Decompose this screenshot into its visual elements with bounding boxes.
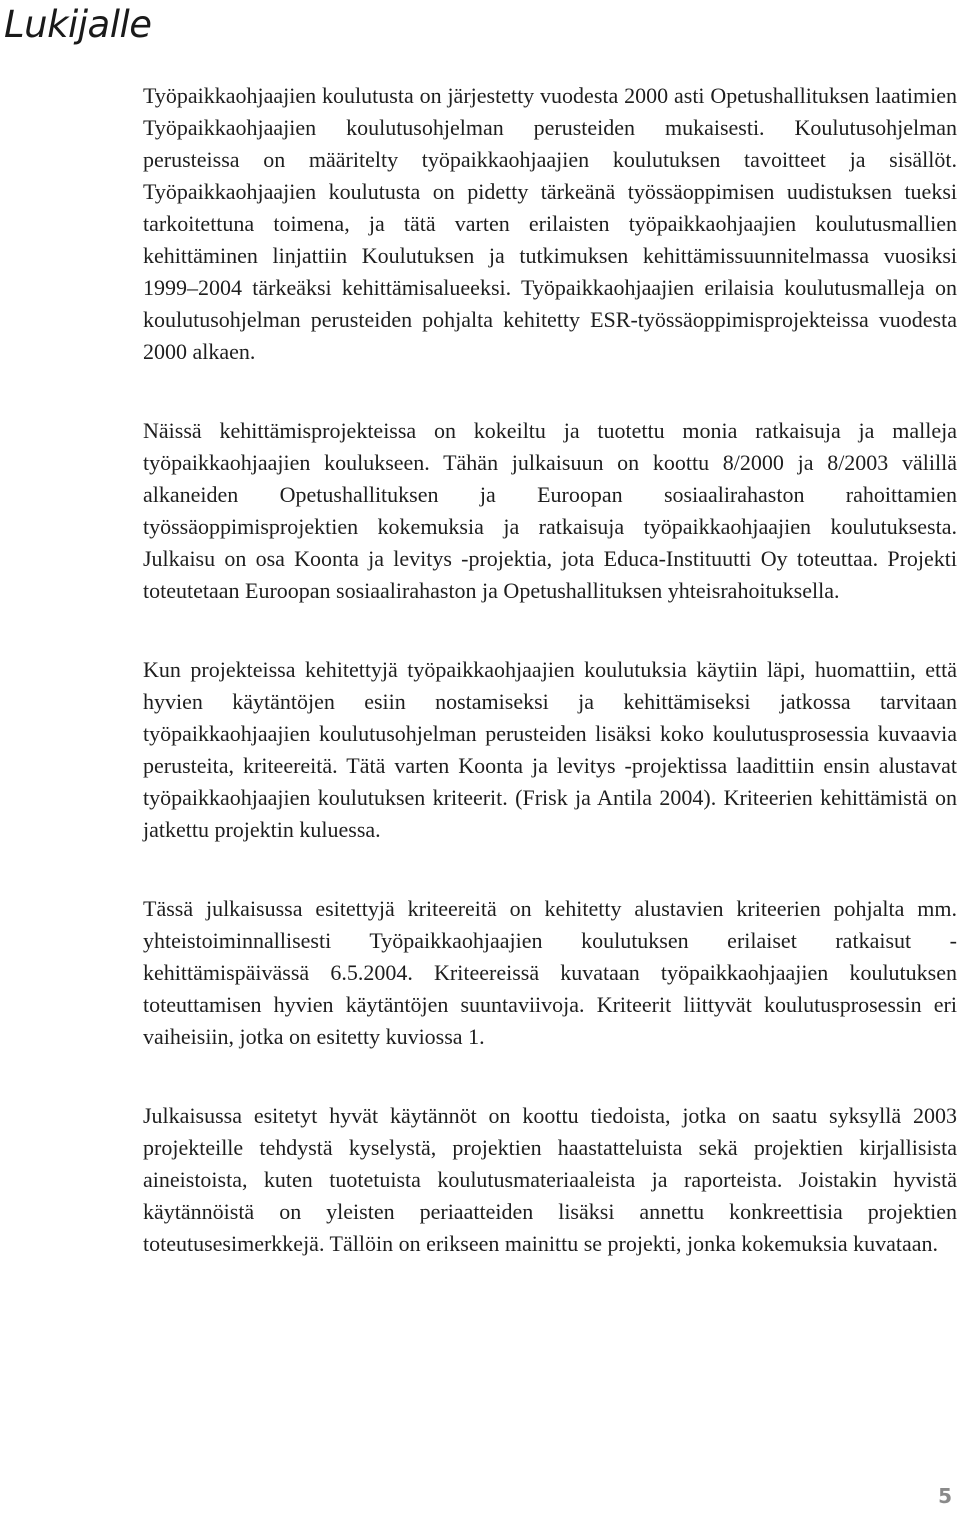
paragraph-criteria-background: Kun projekteissa kehitettyjä työpaikkaohjaajien koulutuksia käytiin läpi, huomattiin, että hyvien käytäntöjen esiin nostamiseksi ja kehittämiseksi jatkossa tarvitaan työpaikkaohjaajien koulutusohjelman perusteiden lisäksi koko koulutusprosessia kuvaavia perusteita, kriteereitä. Tätä varten Koonta ja levitys -projektissa laadittiin ensin alustavat työpaikkaohjaajien koulutuksen kriteerit. (Frisk ja Antila 2004). Kriteerien kehittämistä on jatkettu projektin kuluessa. [143,657,957,842]
paragraph-projects: Näissä kehittämisprojekteissa on kokeiltu ja tuotettu monia ratkaisuja ja malleja työpaikkaohjaajien koulukseen. Tähän julkaisuun on koottu 8/2000 ja 8/2003 välillä alkaneiden Opetushallituksen ja Euroopan sosiaalirahaston rahoittamien työssäoppimisprojektien kokemuksia ja ratkaisuja työpaikkaohjaajien koulutuksesta. Julkaisu on osa Koonta ja levitys -projektia, jota Educa-Instituutti Oy toteuttaa. Projekti toteutetaan Euroopan sosiaalirahaston ja Opetushallituksen yhteisrahoituksella. [143,418,957,603]
body-text [143,80,957,1307]
paragraph-intro: Työpaikkaohjaajien koulutusta on järjestetty vuodesta 2000 asti Opetushallituksen laatimien Työpaikkaohjaajien koulutusohjelman perusteiden mukaisesti. Koulutusohjelman perusteissa on määritelty työpaikkaohjaajien koulutuksen tavoitteet ja sisällöt. Työpaikkaohjaajien koulutusta on pidetty tärkeänä työssäoppimisen uudistuksen tueksi tarkoitettuna toimena, ja tätä varten erilaisten työpaikkaohjaajien koulutusmallien kehittäminen linjattiin Koulutuksen ja tutkimuksen kehittämissuunnitelmassa vuosiksi 1999–2004 tärkeäksi kehittämisalueeksi. Työpaikkaohjaajien erilaisia koulutusmalleja on koulutusohjelman perusteiden pohjalta kehitetty ESR-työssäoppimisprojekteissa vuodesta 2000 alkaen. [143,83,957,364]
page-title: Lukijalle [4,3,152,46]
paragraph-good-practices: Julkaisussa esitetyt hyvät käytännöt on koottu tiedoista, jotka on saatu syksyllä 2003 projekteille tehdystä kyselystä, projektien haastatteluista sekä projektien kirjallisista aineistoista, kuten tuotetuista koulutusmateriaaleista ja raporteista. Joistakin hyvistä käytännöistä on yleisten periaatteiden lisäksi annettu konkreettisia projektien toteutusesimerkkejä. Tällöin on erikseen mainittu se projekti, jonka kokemuksia kuvataan. [143,1103,957,1256]
page-number: 5 [938,1484,952,1508]
paragraph-criteria-development: Tässä julkaisussa esitettyjä kriteereitä on kehitetty alustavien kriteerien pohjalta mm. yhteistoiminnallisesti Työpaikkaohjaajien koulutuksen erilaiset ratkaisut -kehittämispäivässä 6.5.2004. Kriteereissä kuvataan työpaikkaohjaajien koulutuksen toteuttamisen hyvien käytäntöjen suuntaviivoja. Kriteerit liittyvät koulutusprosessin eri vaiheisiin, jotka on esitetty kuviossa 1. [143,896,957,1049]
